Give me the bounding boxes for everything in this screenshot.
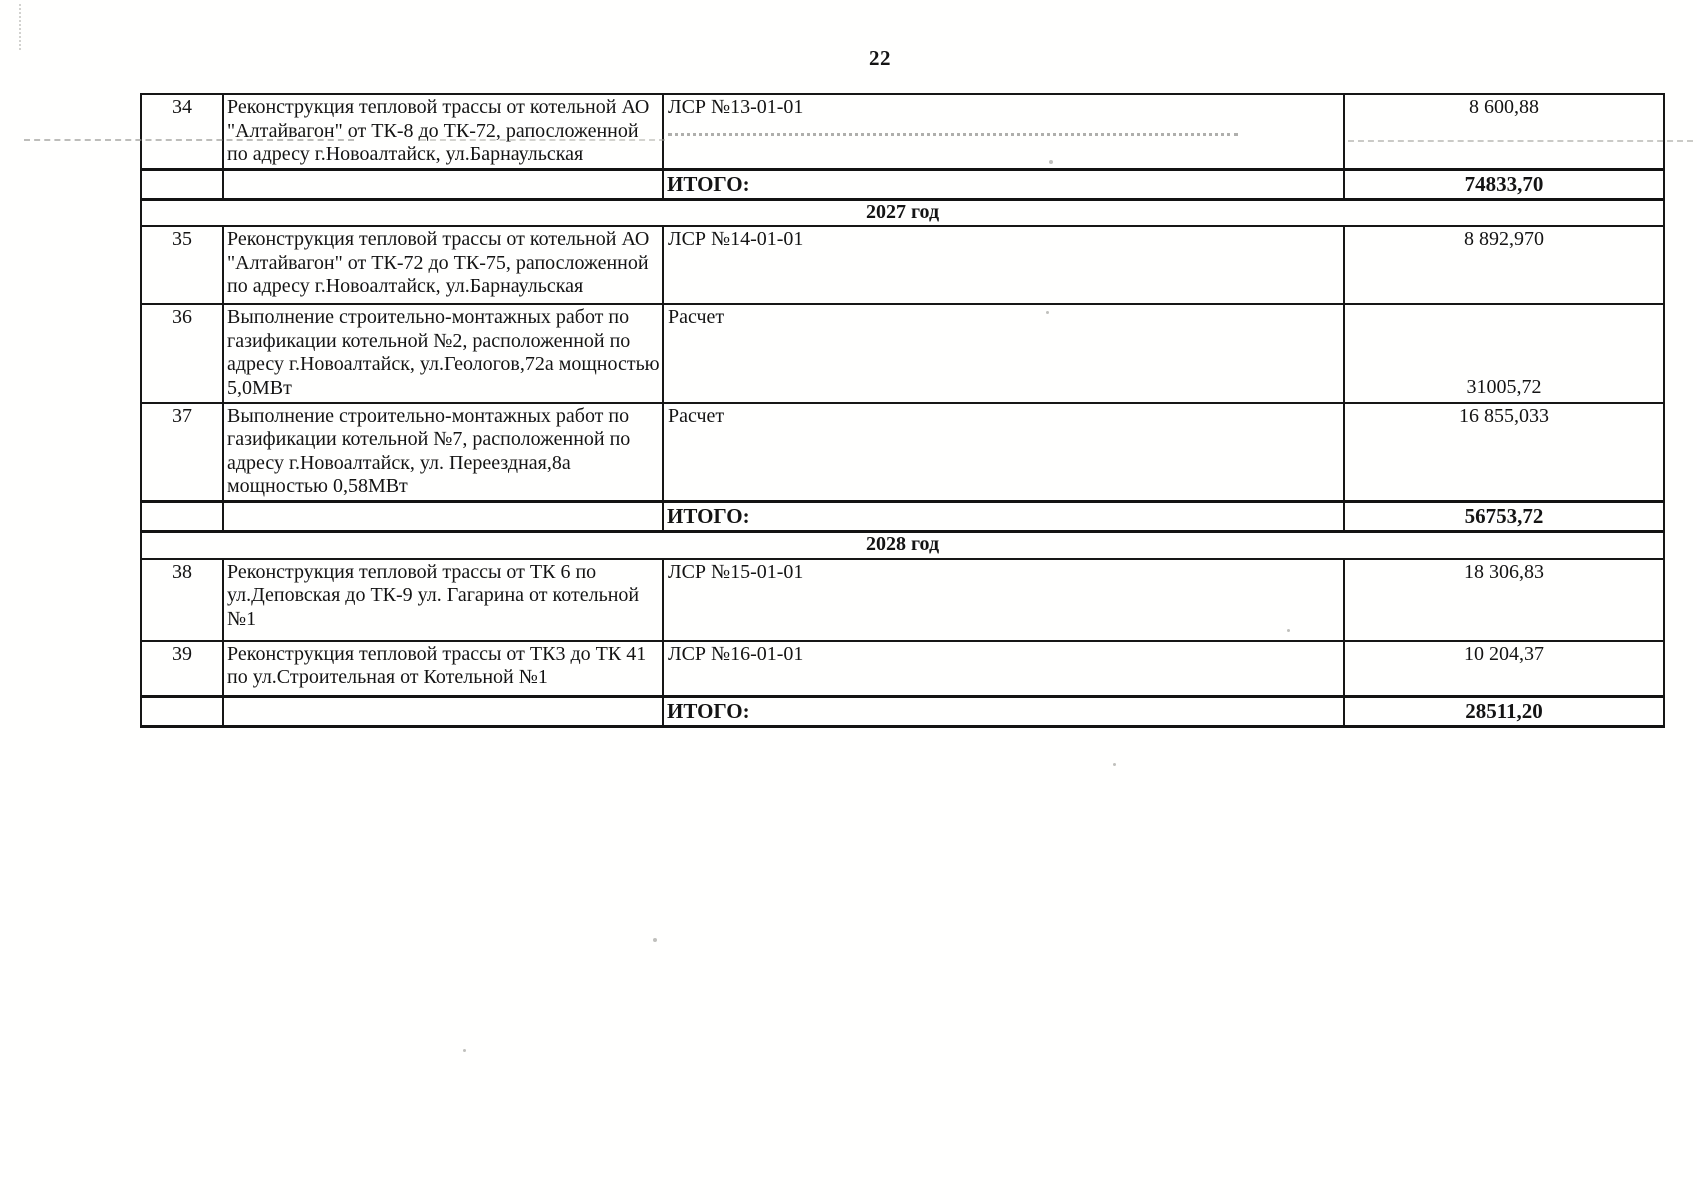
row-number-cell [141,502,223,532]
row-number-cell: 39 [141,641,223,697]
table-row [141,641,1664,697]
amount-cell: 8 600,88 [1344,94,1664,169]
table-row [141,559,1664,641]
total-amount: 56753,72 [1344,502,1664,532]
description-cell [223,502,663,532]
total-row [141,169,1664,199]
amount-cell: 31005,72 [1344,304,1664,402]
description-cell: Реконструкция тепловой трассы от котельной АО "Алтайвагон" от ТК-8 до ТК-72, рапосложенной по адресу г.Новоалтайск, ул.Барнаульская [223,94,663,169]
basis-cell: Расчет [663,403,1344,502]
table-row [141,304,1664,402]
description-cell [223,697,663,727]
table-row [141,226,1664,304]
row-number-cell [141,169,223,199]
total-row [141,502,1664,532]
basis-cell: ЛСР №13-01-01 [663,94,1344,169]
total-label: ИТОГО: [663,169,1344,199]
table-row [141,94,1664,169]
basis-cell: ЛСР №15-01-01 [663,559,1344,641]
scan-speck [1113,763,1116,766]
year-header-row [141,199,1664,226]
scan-speck [463,1049,466,1052]
year-header: 2028 год [141,532,1664,559]
description-cell: Реконструкция тепловой трассы от котельной АО "Алтайвагон" от ТК-72 до ТК-75, рапосложенной по адресу г.Новоалтайск, ул.Барнаульская [223,226,663,304]
total-label: ИТОГО: [663,697,1344,727]
row-number-cell: 36 [141,304,223,402]
scan-artifact-mark [19,4,21,50]
total-label: ИТОГО: [663,502,1344,532]
description-cell: Реконструкция тепловой трассы от ТК 6 по ул.Деповская до ТК-9 ул. Гагарина от котельной №1 [223,559,663,641]
row-number-cell: 35 [141,226,223,304]
row-number-cell: 38 [141,559,223,641]
total-amount: 74833,70 [1344,169,1664,199]
amount-cell: 8 892,970 [1344,226,1664,304]
row-number-cell [141,697,223,727]
amount-cell: 10 204,37 [1344,641,1664,697]
description-cell: Реконструкция тепловой трассы от ТК3 до ТК 41 по ул.Строительная от Котельной №1 [223,641,663,697]
year-header: 2027 год [141,199,1664,226]
cost-table [140,93,1665,728]
basis-cell: ЛСР №14-01-01 [663,226,1344,304]
basis-cell: ЛСР №16-01-01 [663,641,1344,697]
basis-cell: Расчет [663,304,1344,402]
row-number-cell: 37 [141,403,223,502]
row-number-cell: 34 [141,94,223,169]
scan-speck [653,938,657,942]
page-number: 22 [869,46,891,70]
amount-cell: 18 306,83 [1344,559,1664,641]
table-row [141,403,1664,502]
amount-cell: 16 855,033 [1344,403,1664,502]
description-cell: Выполнение строительно-монтажных работ по газификации котельной №2, расположенной по адресу г.Новоалтайск, ул.Геологов,72а мощностью 5,0МВт [223,304,663,402]
total-amount: 28511,20 [1344,697,1664,727]
total-row [141,697,1664,727]
description-cell: Выполнение строительно-монтажных работ по газификации котельной №7, расположенной по адресу г.Новоалтайск, ул. Переездная,8а мощностью 0,58МВт [223,403,663,502]
description-cell [223,169,663,199]
year-header-row [141,532,1664,559]
